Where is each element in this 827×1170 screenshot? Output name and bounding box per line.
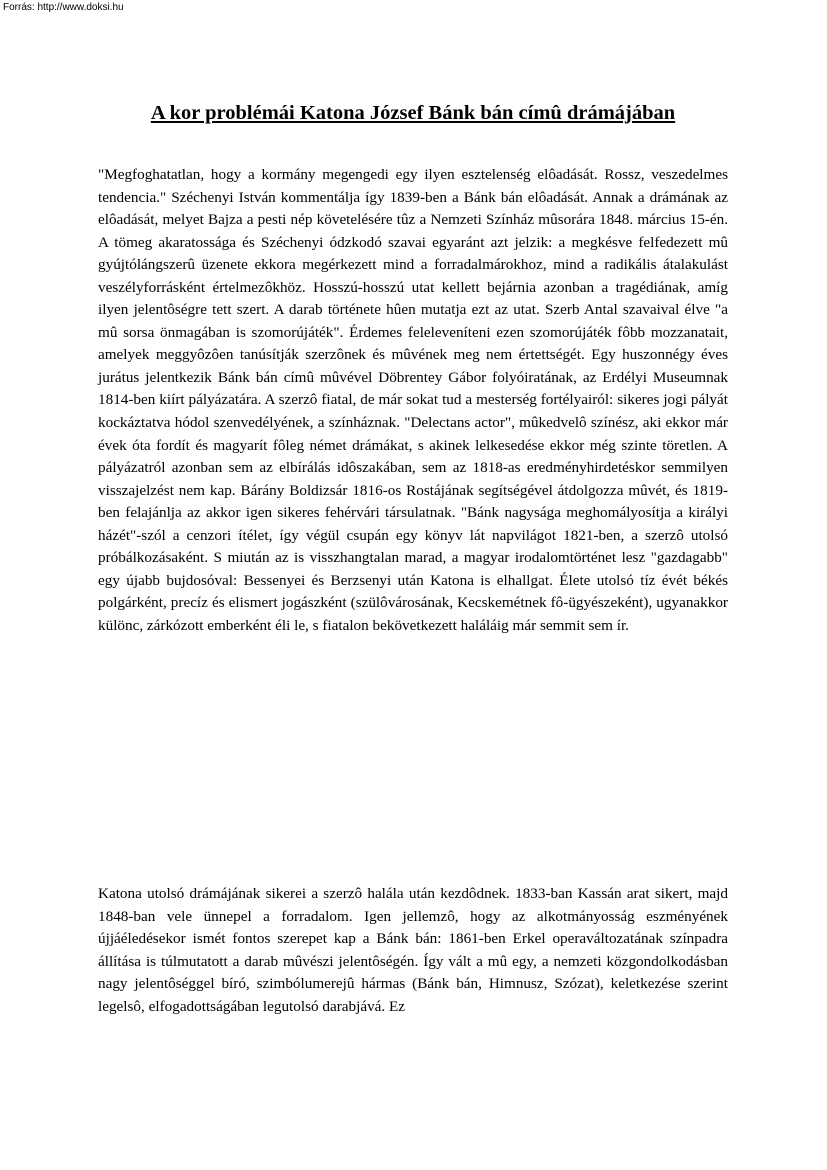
document-title: A kor problémái Katona József Bánk bán címû drámájában [150, 102, 676, 124]
body-paragraph-1: "Megfoghatatlan, hogy a kormány megengedi egy ilyen esztelenség elôadását. Rossz, veszedelmes tendencia." Széchenyi István kommentálja így 1839-ben a Bánk bán elôadását. Annak a drámának az elôadását, melyet Bajza a pesti nép követelésére tûz a Nemzeti Színház mûsorára 1848. március 15-én. A tömeg akaratossága és Széchenyi ódzkodó szavai egyaránt azt jelzik: a megkésve felfedezett mû gyújtólángszerû üzenete ekkora megérkezett mind a forradalmárokhoz, mind a radikális átalakulást veszélyforrásként értelmezôkhöz. Hosszú-hosszú utat kellett bejárnia azonban a tragédiának, amíg ilyen jelentôségre tett szert. A darab története hûen mutatja ezt az utat. Szerb Antal szavaival élve "a mû sorsa önmagában is szomorújáték". Érdemes feleleveníteni ezen szomorújáték fôbb mozzanatait, amelyek meggyôzôen tanúsítják szerzônek és mûvének meg nem értettségét. Egy huszonnégy éves jurátus jelentkezik Bánk bán címû mûvével Döbrentey Gábor folyóiratának, az Erdélyi Museumnak 1814-ben kiírt pályázatára. A szerzô fiatal, de már sokat tud a mesterség fortélyairól: sikeres jogi pályát kockáztatva hódol szenvedélyének, a színháznak. "Delectans actor", mûkedvelô színész, aki ekkor már évek óta fordít és magyarít fôleg német drámákat, s akinek lelkesedése ekkor még szinte töretlen. A pályázatról azonban sem az elbírálás idôszakában, sem az 1818-as eredményhirdetéskor semmilyen visszajelzést nem kap. Bárány Boldizsár 1816-os Rostájának segítségével átdolgozza mûvét, és 1819-ben felajánlja az akkor igen sikeres fehérvári társulatnak. "Bánk nagysága meghomályosítja a királyi házét"-szól a cenzori ítélet, így végül csupán egy könyv lát napvilágot 1821-ben, a szerzô utolsó próbálkozásaként. S miután az is visszhangtalan marad, a magyar irodalomtörténet lesz "gazdagabb" egy újabb bujdosóval: Bessenyei és Berzsenyi után Katona is elhallgat. Élete utolsó tíz évét békés polgárként, precíz és elismert jogászként (szülôvárosának, Kecskemétnek fô-ügyészeként), ugyanakkor különc, zárkózott emberként éli le, s fiatalon bekövetkezett haláláig már semmit sem ír. [98, 166, 728, 634]
body-paragraph-2: Katona utolsó drámájának sikerei a szerzô halála után kezdôdnek. 1833-ban Kassán arat sikert, majd 1848-ban vele ünnepel a forradalom. Igen jellemzô, hogy az alkotmányosság eszményének újjáéledésekor ismét fontos szerepet kap a Bánk bán: 1861-ben Erkel operaváltozatának színpadra állítása is túlmutatott a darab mûvészi jelentôségén. Így vált a mû egy, a nemzeti közgondolkodásban nagy jelentôséggel bíró, szimbólumerejû hármas (Bánk bán, Himnusz, Szózat), keletkezése szerint legelsô, elfogadottságában legutolsó darabjává. Ez [98, 885, 728, 1015]
source-url-header: Forrás: http://www.doksi.hu [3, 2, 124, 13]
